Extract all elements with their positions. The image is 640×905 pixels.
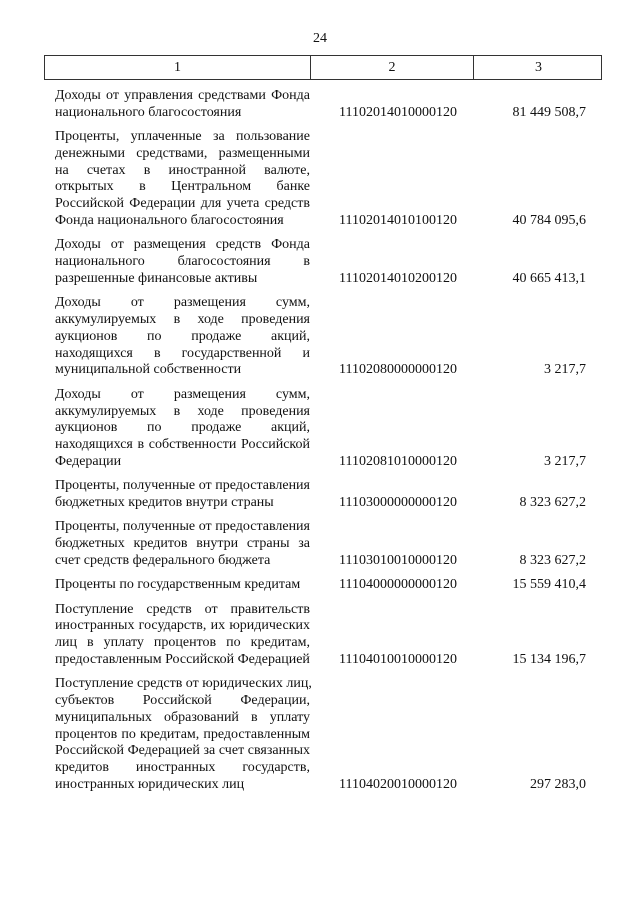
row-budget-code: 11102080000000120 (339, 362, 457, 378)
description-line: муниципальной собственности (55, 362, 242, 378)
description-line: Поступление средств от правительств (55, 601, 310, 617)
table-body (44, 80, 602, 801)
description-line: бюджетных кредитов внутри страны за (55, 536, 310, 552)
table-row (44, 478, 602, 519)
row-budget-code: 11102081010000120 (339, 453, 457, 469)
description-line: денежными средствами, размещенными (55, 145, 310, 161)
row-budget-code: 11104010010000120 (339, 651, 457, 667)
row-description (44, 478, 310, 512)
description-line: разрешенные финансовые активы (55, 270, 258, 286)
row-amount: 297 283,0 (530, 776, 586, 792)
description-line: открытых в Центральном банке (55, 179, 310, 195)
row-budget-code: 11104020010000120 (339, 776, 457, 792)
description-line: на счетах в иностранной валюте, (55, 162, 310, 178)
row-amount: 15 134 196,7 (512, 651, 586, 667)
row-budget-code: 11102014010200120 (339, 270, 457, 286)
description-line: Поступление средств от юридических лиц, (55, 676, 312, 692)
row-description (44, 295, 310, 379)
table-row (44, 129, 602, 237)
column-header-1: 1 (174, 59, 181, 75)
table-row (44, 295, 602, 386)
description-line: Федерации (55, 453, 122, 469)
description-line: иностранных государств, их юридических (55, 618, 310, 634)
description-line: Проценты, полученные от предоставления (55, 478, 310, 494)
table-row (44, 676, 602, 801)
row-amount: 40 665 413,1 (512, 270, 586, 286)
description-line: предоставленным Российской Федерацией (55, 651, 310, 667)
row-description (44, 519, 310, 569)
description-line: национального благосостояния (55, 104, 242, 120)
row-amount: 40 784 095,6 (512, 213, 586, 229)
description-line: Доходы от управления средствами Фонда (55, 88, 310, 103)
description-line: Российской Федерацией за счет связанных (55, 743, 310, 759)
description-line: аккумулируемых в ходе проведения (55, 403, 310, 419)
table-row (44, 577, 602, 601)
table-row (44, 519, 602, 577)
table-row (44, 237, 602, 295)
row-amount: 3 217,7 (544, 362, 586, 378)
description-line: процентов по кредитам, предоставленным (55, 726, 310, 742)
description-line: Российской Федерации для учета средств (55, 196, 310, 212)
description-line: аукционов по продаже акций, (55, 328, 310, 344)
row-budget-code: 11103010010000120 (339, 552, 457, 568)
description-line: иностранных юридических лиц (55, 776, 245, 792)
table-row (44, 88, 602, 129)
description-line: Проценты по государственным кредитам (55, 577, 301, 593)
description-line: счет средств федерального бюджета (55, 552, 271, 568)
revenue-table (44, 55, 602, 801)
description-line: кредитов иностранных государств, (55, 760, 310, 776)
description-line: аккумулируемых в ходе проведения (55, 312, 310, 328)
description-line: Проценты, полученные от предоставления (55, 519, 310, 535)
table-row (44, 602, 602, 677)
description-line: национального благосостояния в (55, 254, 310, 270)
description-line: Доходы от размещения средств Фонда (55, 237, 310, 253)
row-description (44, 577, 310, 594)
row-amount: 3 217,7 (544, 453, 586, 469)
row-amount: 81 449 508,7 (512, 104, 586, 120)
row-budget-code: 11102014010000120 (339, 104, 457, 120)
description-line: Доходы от размещения сумм, (55, 386, 310, 402)
description-line: лиц в уплату процентов по кредитам, (55, 635, 310, 651)
row-description (44, 129, 310, 230)
description-line: муниципальных образований в уплату (55, 709, 310, 725)
description-line: находящихся в собственности Российской (55, 437, 310, 453)
table-header-row (44, 55, 602, 80)
row-description (44, 88, 310, 122)
page-number: 24 (313, 31, 327, 46)
row-amount: 8 323 627,2 (519, 495, 586, 511)
description-line: субъектов Российской Федерации, (55, 693, 310, 708)
column-header-2: 2 (310, 56, 473, 79)
row-amount: 15 559 410,4 (512, 577, 586, 593)
description-line: Проценты, уплаченные за пользование (55, 129, 310, 145)
description-line: находящихся в государственной и (55, 345, 310, 361)
description-line: бюджетных кредитов внутри страны (55, 495, 274, 511)
table-row (44, 387, 602, 478)
description-line: аукционов по продаже акций, (55, 420, 310, 436)
description-line: Доходы от размещения сумм, (55, 295, 310, 311)
row-amount: 8 323 627,2 (519, 552, 586, 568)
row-description (44, 237, 310, 287)
row-budget-code: 11104000000000120 (339, 577, 457, 593)
row-budget-code: 11102014010100120 (339, 213, 457, 229)
row-description (44, 602, 310, 669)
column-header-3: 3 (473, 56, 603, 79)
row-budget-code: 11103000000000120 (339, 495, 457, 511)
row-description (44, 387, 310, 471)
description-line: Фонда национального благосостояния (55, 213, 284, 229)
row-description (44, 676, 310, 794)
